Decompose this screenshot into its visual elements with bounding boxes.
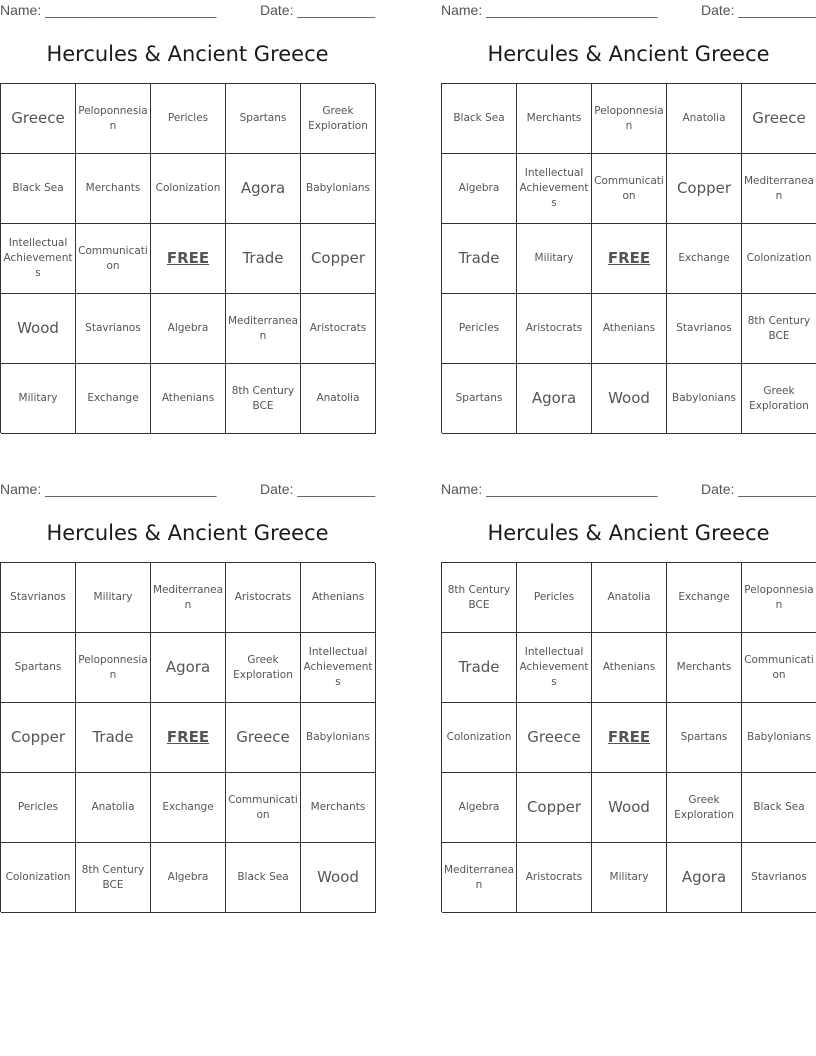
card-header (0, 2, 375, 20)
bingo-cell: Intellectual Achievements (301, 633, 376, 703)
bingo-cell: Exchange (667, 563, 742, 633)
bingo-cell: Wood (1, 294, 76, 364)
bingo-cell: Greek Exploration (301, 84, 376, 154)
bingo-cell: Trade (226, 224, 301, 294)
bingo-cell: Trade (442, 633, 517, 703)
bingo-cell: 8th Century BCE (226, 364, 301, 434)
bingo-cell: Athenians (301, 563, 376, 633)
bingo-cell: Spartans (226, 84, 301, 154)
bingo-grid (441, 83, 816, 433)
bingo-cell: Greek Exploration (667, 773, 742, 843)
bingo-cell: Babylonians (667, 364, 742, 434)
bingo-cell: Greece (742, 84, 816, 154)
date-field-label: Date: __________ (701, 481, 816, 497)
bingo-cell: Trade (442, 224, 517, 294)
bingo-cell: Algebra (442, 773, 517, 843)
bingo-cell: Agora (517, 364, 592, 434)
bingo-cell: Colonization (442, 703, 517, 773)
bingo-cell: Spartans (1, 633, 76, 703)
bingo-grid (0, 83, 375, 433)
bingo-cell: Stavrianos (742, 843, 816, 913)
bingo-cell: Anatolia (76, 773, 151, 843)
bingo-cell: Intellectual Achievements (517, 633, 592, 703)
name-field-label: Name: ______________________ (0, 481, 217, 497)
bingo-cell: Copper (1, 703, 76, 773)
card-title: Hercules & Ancient Greece (46, 42, 329, 66)
bingo-cell: Algebra (442, 154, 517, 224)
bingo-cell: Military (592, 843, 667, 913)
bingo-cell: Exchange (667, 224, 742, 294)
bingo-cell: Wood (301, 843, 376, 913)
bingo-cell: Merchants (301, 773, 376, 843)
bingo-cell: Military (76, 563, 151, 633)
bingo-cell: Copper (667, 154, 742, 224)
bingo-cell: Copper (517, 773, 592, 843)
card-header (441, 481, 816, 499)
bingo-cell: Exchange (151, 773, 226, 843)
bingo-cell: Pericles (442, 294, 517, 364)
bingo-cell: Pericles (151, 84, 226, 154)
bingo-cell: Babylonians (301, 703, 376, 773)
bingo-free-cell: FREE (151, 224, 226, 294)
bingo-free-cell: FREE (592, 224, 667, 294)
bingo-cell: Colonization (742, 224, 816, 294)
bingo-cell: Mediterranean (442, 843, 517, 913)
bingo-cell: Communication (76, 224, 151, 294)
bingo-cell: Military (1, 364, 76, 434)
bingo-cell: Stavrianos (1, 563, 76, 633)
bingo-cell: Intellectual Achievements (517, 154, 592, 224)
bingo-cell: Pericles (517, 563, 592, 633)
bingo-cell: Merchants (76, 154, 151, 224)
bingo-cell: Exchange (76, 364, 151, 434)
bingo-cell: Mediterranean (742, 154, 816, 224)
bingo-cell: Anatolia (667, 84, 742, 154)
bingo-cell: Trade (76, 703, 151, 773)
bingo-cell: Anatolia (301, 364, 376, 434)
bingo-card-1 (0, 0, 375, 440)
bingo-cell: Spartans (442, 364, 517, 434)
bingo-cell: Aristocrats (301, 294, 376, 364)
bingo-free-cell: FREE (151, 703, 226, 773)
bingo-cell: Wood (592, 773, 667, 843)
bingo-cell: Aristocrats (517, 294, 592, 364)
bingo-card-3 (0, 479, 375, 919)
bingo-cell: Merchants (667, 633, 742, 703)
bingo-card-2 (441, 0, 816, 440)
bingo-cell: Greece (226, 703, 301, 773)
bingo-cell: Peloponnesian (742, 563, 816, 633)
bingo-cell: Babylonians (301, 154, 376, 224)
card-title: Hercules & Ancient Greece (487, 42, 770, 66)
bingo-cell: Agora (667, 843, 742, 913)
bingo-cell: Communication (592, 154, 667, 224)
bingo-cell: Stavrianos (667, 294, 742, 364)
bingo-cell: Black Sea (742, 773, 816, 843)
bingo-cell: Black Sea (1, 154, 76, 224)
bingo-card-4 (441, 479, 816, 919)
bingo-cell: 8th Century BCE (442, 563, 517, 633)
bingo-cell: Algebra (151, 294, 226, 364)
bingo-cell: Black Sea (226, 843, 301, 913)
name-field-label: Name: ______________________ (441, 481, 658, 497)
bingo-grid (0, 562, 375, 912)
bingo-cell: Greece (517, 703, 592, 773)
bingo-cell: Agora (226, 154, 301, 224)
bingo-cell: 8th Century BCE (742, 294, 816, 364)
bingo-cell: Mediterranean (226, 294, 301, 364)
bingo-cell: Greek Exploration (226, 633, 301, 703)
bingo-cell: Mediterranean (151, 563, 226, 633)
bingo-cell: Greece (1, 84, 76, 154)
bingo-free-cell: FREE (592, 703, 667, 773)
bingo-cell: Athenians (151, 364, 226, 434)
bingo-cell: Aristocrats (517, 843, 592, 913)
bingo-cell: Communication (226, 773, 301, 843)
card-title: Hercules & Ancient Greece (487, 521, 770, 545)
bingo-cell: Athenians (592, 633, 667, 703)
date-field-label: Date: __________ (260, 481, 376, 497)
bingo-cell: Black Sea (442, 84, 517, 154)
bingo-cell: Babylonians (742, 703, 816, 773)
bingo-cell: Peloponnesian (592, 84, 667, 154)
bingo-cell: Algebra (151, 843, 226, 913)
bingo-cell: Athenians (592, 294, 667, 364)
bingo-cell: Intellectual Achievements (1, 224, 76, 294)
bingo-cell: Stavrianos (76, 294, 151, 364)
card-header (0, 481, 375, 499)
bingo-grid (441, 562, 816, 912)
name-field-label: Name: ______________________ (441, 2, 658, 18)
bingo-cell: Anatolia (592, 563, 667, 633)
bingo-cell: Military (517, 224, 592, 294)
bingo-cell: Peloponnesian (76, 633, 151, 703)
bingo-cell: 8th Century BCE (76, 843, 151, 913)
date-field-label: Date: __________ (260, 2, 376, 18)
bingo-cell: Agora (151, 633, 226, 703)
card-header (441, 2, 816, 20)
name-field-label: Name: ______________________ (0, 2, 217, 18)
date-field-label: Date: __________ (701, 2, 816, 18)
bingo-cell: Colonization (151, 154, 226, 224)
bingo-cell: Peloponnesian (76, 84, 151, 154)
card-title: Hercules & Ancient Greece (46, 521, 329, 545)
bingo-cell: Merchants (517, 84, 592, 154)
bingo-cell: Greek Exploration (742, 364, 816, 434)
bingo-cell: Colonization (1, 843, 76, 913)
bingo-cell: Wood (592, 364, 667, 434)
bingo-cell: Communication (742, 633, 816, 703)
bingo-cell: Spartans (667, 703, 742, 773)
bingo-cell: Copper (301, 224, 376, 294)
bingo-cell: Aristocrats (226, 563, 301, 633)
bingo-cell: Pericles (1, 773, 76, 843)
